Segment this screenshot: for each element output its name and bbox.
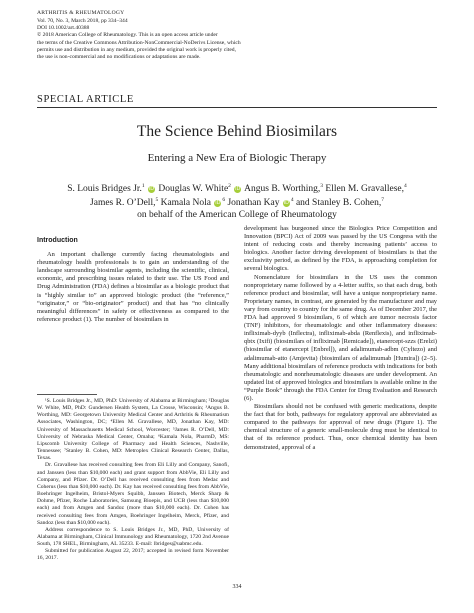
affiliation-marker: 7: [381, 197, 384, 203]
body-paragraph: Biosimilars should not be confused with generic medications, despite the fact that for both, pathways for regulatory approval are abbreviated as compared to the pathways for approval of new drugs (Figure 1). The chemical structure of a generic small-molecule drug must be identical to that of its reference product. Thus, once chemical identity has been demonstrated, approval of a: [244, 403, 437, 451]
orcid-icon[interactable]: iD: [148, 186, 155, 193]
author-name: Kamala Nola: [160, 198, 211, 209]
affiliation-marker: 4: [290, 197, 294, 203]
journal-volume: Vol. 70, No. 3, March 2018, pp 334–344: [37, 18, 128, 24]
footnotes: [37, 398, 229, 563]
affiliation-marker: 4: [404, 183, 407, 189]
section-label: SPECIAL ARTICLE: [37, 94, 134, 105]
journal-name: ARTHRITIS & RHEUMATOLOGY: [37, 10, 125, 16]
body-paragraph: An important challenge currently facing rheumatologists and rheumatology health professionals is to gain an understanding of the landscape surrounding biosimilar agents, including the scientific, clinical, economic, and prescribing issues related to their use. The US Food and Drug Administration (FDA) defines a biosimilar as a biologic product that is “highly similar to” an approved biologic product (the “reference,” “originator,” or “bio-originator” product) and that has “no clinically meaningful differences” in safety or effectiveness as compared to the reference product (1). The number of biosimilars in: [37, 251, 229, 323]
affiliation-marker: 3: [320, 183, 324, 189]
author-name: S. Louis Bridges Jr.: [67, 184, 142, 195]
license-line-2: the terms of the Creative Commons Attribution-NonCommercial-NoDerivs License, which: [37, 39, 241, 46]
author-name: Angus B. Worthing,: [244, 184, 321, 195]
affiliations-footnote: ¹S. Louis Bridges Jr., MD, PhD: University of Alabama at Birmingham; ²Douglas W. White, MD, PhD: Gundersen Health System, La Crosse, Wisconsin; ³Angus B. Worthing, MD: Georgetown University Medical Center and Arthritis & Rheumatism Associates, Washington, DC; ⁴Ellen M. Gravallese, MD, Jonathan Kay, MD: University of Massachusetts Medical School, Worcester; ⁵James R. O’Dell, MD: University of Nebraska Medical Center, Omaha; ⁶Kamala Nola, PharmD, MS: Lipscomb University College of Pharmacy and Health Sciences, Nashville, Tennessee; ⁷Stanley B. Cohen, MD: Metroplex Clinical Research Center, Dallas, Texas.: [37, 398, 229, 462]
disclosures-footnote: Dr. Gravallese has received consulting fees from Eli Lilly and Company, Sanofi, and Janssen (less than $10,000 each) and grant support from AbbVie, Eli Lilly and Company, and Pfizer. Dr. O’Dell has received consulting fees from Medac and Coherus (less than $10,000 each). Dr. Kay has received consulting fees from AbbVie, Boehringer Ingelheim, Bristol-Myers Squibb, Janssen Biotech, Merck Sharp & Dohme, Pfizer, Roche Laboratories, Samsung Bioepis, and UCB (less than $10,000 each) and from Amgen and Sandoz (more than $10,000 each). Dr. Cohen has received consulting fees from Amgen, Boehringer Ingelheim, Merck, Pfizer, and Sandoz (less than $10,000 each).: [37, 462, 229, 526]
footnote-rule: [37, 394, 97, 395]
submission-footnote: Submitted for publication August 22, 2017; accepted in revised form November 16, 2017.: [37, 548, 229, 562]
right-column: [244, 225, 437, 452]
body-paragraph: development has burgeoned since the Biologics Price Competition and Innovation (BPCI) Act of 2009 was passed by the US Congress with the intent of reducing costs and thereby increasing patients’ access to biologics. Another factor driving development of biosimilars is that the exclusivity period, as defined by the FDA, is approaching completion for several biologics.: [244, 225, 437, 273]
author-name: Douglas W. White: [158, 184, 229, 195]
author-line-2: [0, 197, 474, 208]
affiliation-marker: 6: [222, 197, 226, 203]
author-name: Jonathan Kay: [227, 198, 280, 209]
section-rule: [37, 107, 437, 108]
author-name: James R. O’Dell,: [90, 198, 156, 209]
body-paragraph: Nomenclature for biosimilars in the US uses the common nonproprietary name followed by a 4-letter suffix, so that each drug, both reference product and biosimilar, will have a unique nonproprietary name. Proprietary names, in contrast, are generated by the manufacturer and may vary from country to country for the same drug. As of December 2017, the FDA had approved 9 biosimilars, 6 of which are tumor necrosis factor (TNF) inhibitors, for rheumatologic and other inflammatory diseases: infliximab-dyyb (Inflectra), infliximab-abda (Renflexis), and infliximab-qbtx (Ixifi) (biosimilars of infliximab [Remicade]), etanercept-szzs (Erelzi) (biosimilar of etanercept [Enbrel]), and adalimumab-adbm (Cyltezo) and adalimumab-atto (Amjevita) (biosimilars of adalimumab [Humira]) (2–5). Many additional biosimilars of reference products with indications for both rheumatologic and nonrheumatologic diseases are under development. An updated list of approved biologics and biosimilars is available online in the “Purple Book” through the FDA Center for Drug Evaluation and Research (6).: [244, 273, 437, 402]
orcid-icon[interactable]: iD: [283, 200, 289, 207]
affiliation-marker: 2: [228, 183, 231, 189]
left-column: [37, 237, 229, 324]
journal-doi: DOI 10.1002/art.40388: [37, 25, 90, 32]
correspondence-footnote: Address correspondence to S. Louis Bridges Jr., MD, PhD, University of Alabama at Birmingham, Clinical Immunology and Rheumatology, 1720 2nd Avenue South, 178 SHEL, Birmingham, AL 35233. E-mail: lbridges@uabmc.edu.: [37, 526, 229, 548]
orcid-icon[interactable]: iD: [235, 186, 241, 193]
license-line-1: © 2018 American College of Rheumatology. This is an open access article under: [37, 32, 218, 39]
article-title: The Science Behind Biosimilars: [136, 123, 338, 140]
license-line-3: permits use and distribution in any medium, provided the original work is properly cited,: [37, 46, 237, 53]
author-name: and Stanley B. Cohen,: [295, 198, 382, 209]
section-heading: Introduction: [37, 237, 78, 244]
article-subtitle: Entering a New Era of Biologic Therapy: [147, 152, 327, 164]
page-number: 334: [232, 584, 242, 590]
author-line-1: [0, 183, 474, 194]
orcid-icon[interactable]: iD: [215, 200, 221, 207]
license-line-4: the use is non-commercial and no modifications or adaptations are made.: [37, 54, 201, 60]
author-name: Ellen M. Gravallese,: [325, 184, 405, 195]
affiliation-marker: 1: [141, 183, 145, 189]
author-group-line: on behalf of the American College of Rheumatology: [137, 210, 337, 220]
affiliation-marker: 5: [155, 197, 159, 203]
